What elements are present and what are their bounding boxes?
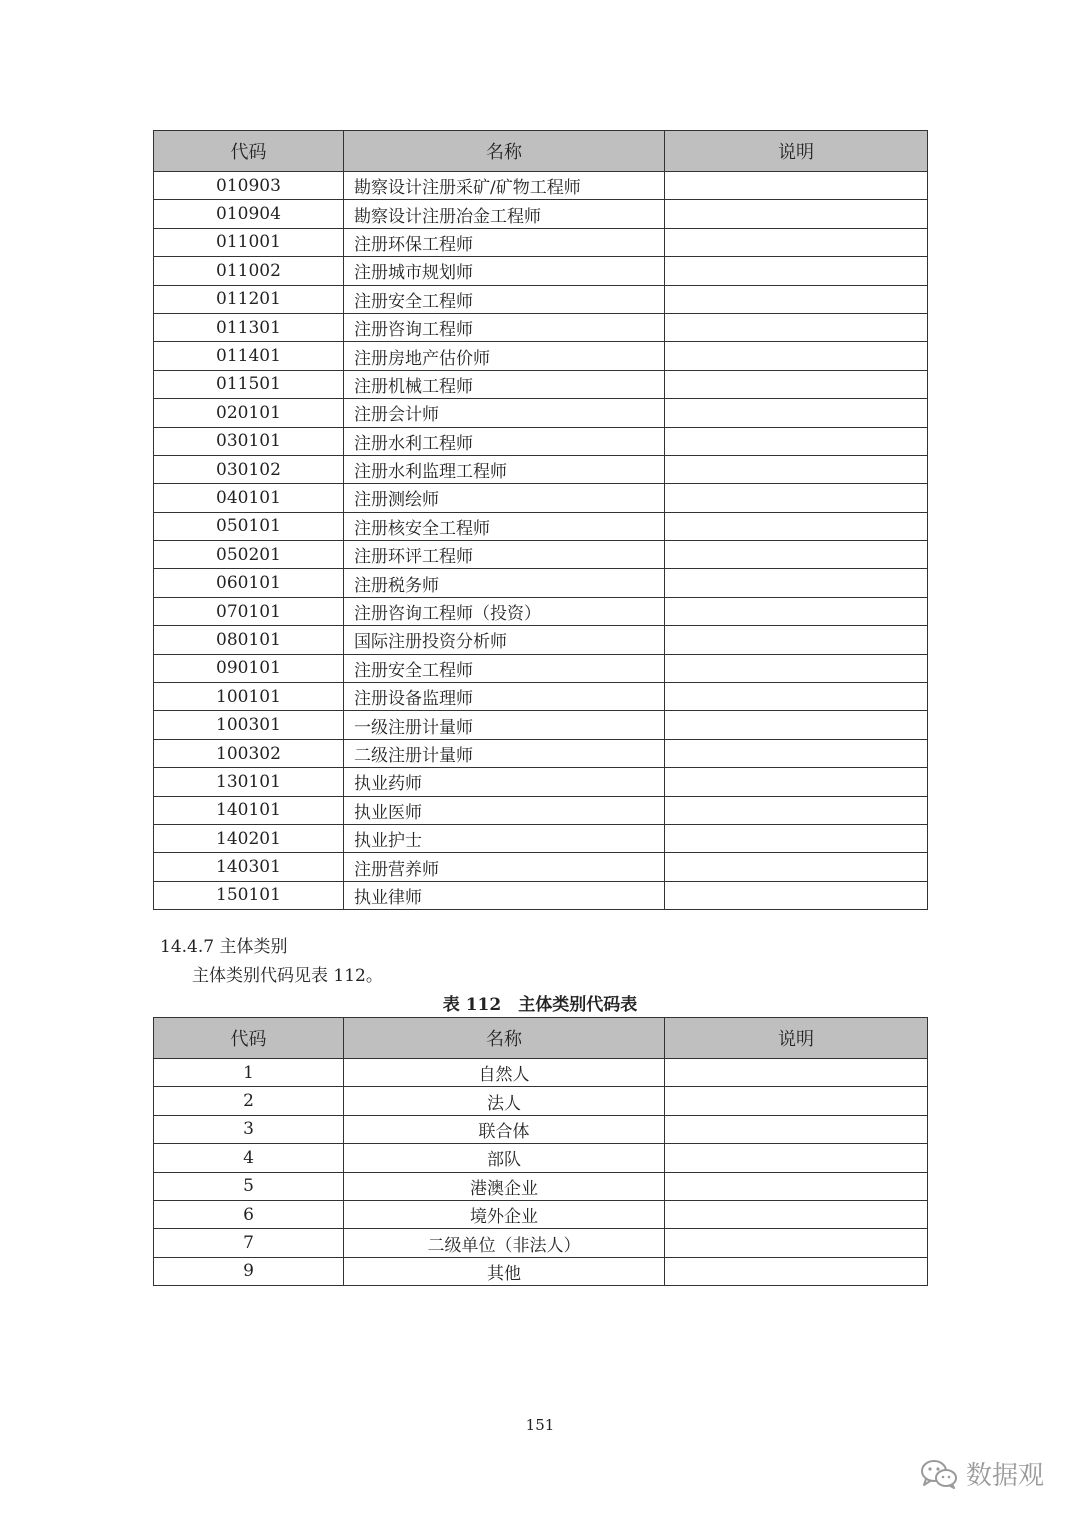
- code-cell: 040101: [154, 484, 344, 512]
- table-row: [154, 1229, 928, 1257]
- code-cell: 011401: [154, 342, 344, 370]
- note-cell: [665, 626, 928, 654]
- section-heading: 14.4.7 主体类别: [160, 937, 288, 957]
- table-row: [154, 654, 928, 682]
- note-cell: [665, 200, 928, 228]
- table-row: [154, 881, 928, 909]
- page-number: 151: [525, 1416, 555, 1434]
- note-cell: [665, 455, 928, 483]
- table-row: [154, 1059, 928, 1087]
- code-cell: 060101: [154, 569, 344, 597]
- name-cell: 注册环保工程师: [344, 228, 665, 256]
- table-row: [154, 853, 928, 881]
- code-cell: 6: [154, 1200, 344, 1228]
- section-paragraph: 主体类别代码见表 112。: [192, 966, 383, 986]
- table-row: [154, 626, 928, 654]
- name-cell: 二级单位（非法人）: [344, 1229, 665, 1257]
- code-cell: 070101: [154, 597, 344, 625]
- table-row: [154, 427, 928, 455]
- code-cell: 4: [154, 1144, 344, 1172]
- table-row: [154, 200, 928, 228]
- table-row: [154, 739, 928, 767]
- code-cell: 050101: [154, 512, 344, 540]
- code-cell: 010904: [154, 200, 344, 228]
- note-cell: [665, 1229, 928, 1257]
- note-cell: [665, 768, 928, 796]
- code-cell: 080101: [154, 626, 344, 654]
- name-cell: 港澳企业: [344, 1172, 665, 1200]
- name-cell: 注册测绘师: [344, 484, 665, 512]
- watermark-text: 数据观: [966, 1461, 1045, 1491]
- note-cell: [665, 172, 928, 200]
- table-body: [154, 1059, 928, 1286]
- table-row: [154, 399, 928, 427]
- wechat-icon: [920, 1459, 958, 1489]
- code-cell: 010903: [154, 172, 344, 200]
- name-cell: 注册房地产估价师: [344, 342, 665, 370]
- code-cell: 100101: [154, 683, 344, 711]
- name-cell: 注册城市规划师: [344, 257, 665, 285]
- note-cell: [665, 427, 928, 455]
- note-cell: [665, 512, 928, 540]
- name-cell: 执业律师: [344, 881, 665, 909]
- note-cell: [665, 1144, 928, 1172]
- note-cell: [665, 399, 928, 427]
- note-cell: [665, 654, 928, 682]
- name-cell: 注册安全工程师: [344, 654, 665, 682]
- note-cell: [665, 1200, 928, 1228]
- header-name: 名称: [344, 1018, 665, 1059]
- name-cell: 部队: [344, 1144, 665, 1172]
- header-code: 代码: [154, 131, 344, 172]
- note-cell: [665, 796, 928, 824]
- table-row: [154, 1144, 928, 1172]
- table-row: [154, 370, 928, 398]
- note-cell: [665, 1115, 928, 1143]
- name-cell: 注册税务师: [344, 569, 665, 597]
- table-row: [154, 597, 928, 625]
- name-cell: 注册设备监理师: [344, 683, 665, 711]
- entity-type-code-table: [153, 1017, 928, 1286]
- table-row: [154, 1087, 928, 1115]
- name-cell: 自然人: [344, 1059, 665, 1087]
- name-cell: 执业药师: [344, 768, 665, 796]
- note-cell: [665, 1087, 928, 1115]
- note-cell: [665, 597, 928, 625]
- note-cell: [665, 285, 928, 313]
- name-cell: 注册咨询工程师（投资）: [344, 597, 665, 625]
- table-header-row: [154, 1018, 928, 1059]
- code-cell: 011501: [154, 370, 344, 398]
- code-cell: 030101: [154, 427, 344, 455]
- watermark: [920, 1455, 1044, 1492]
- name-cell: 注册环评工程师: [344, 541, 665, 569]
- note-cell: [665, 228, 928, 256]
- name-cell: 其他: [344, 1257, 665, 1285]
- name-cell: 勘察设计注册采矿/矿物工程师: [344, 172, 665, 200]
- note-cell: [665, 711, 928, 739]
- registration-code-table: [153, 130, 928, 910]
- name-cell: 注册机械工程师: [344, 370, 665, 398]
- name-cell: 境外企业: [344, 1200, 665, 1228]
- note-cell: [665, 853, 928, 881]
- code-cell: 140201: [154, 824, 344, 852]
- name-cell: 执业护士: [344, 824, 665, 852]
- name-cell: 注册核安全工程师: [344, 512, 665, 540]
- table-row: [154, 484, 928, 512]
- table-row: [154, 683, 928, 711]
- code-cell: 090101: [154, 654, 344, 682]
- note-cell: [665, 824, 928, 852]
- table-row: [154, 342, 928, 370]
- code-cell: 9: [154, 1257, 344, 1285]
- code-cell: 011002: [154, 257, 344, 285]
- table-row: [154, 228, 928, 256]
- table-row: [154, 1200, 928, 1228]
- name-cell: 注册安全工程师: [344, 285, 665, 313]
- code-cell: 1: [154, 1059, 344, 1087]
- code-cell: 011301: [154, 313, 344, 341]
- code-cell: 011001: [154, 228, 344, 256]
- note-cell: [665, 1059, 928, 1087]
- table-row: [154, 512, 928, 540]
- note-cell: [665, 1172, 928, 1200]
- name-cell: 国际注册投资分析师: [344, 626, 665, 654]
- table-row: [154, 541, 928, 569]
- note-cell: [665, 342, 928, 370]
- header-code: 代码: [154, 1018, 344, 1059]
- note-cell: [665, 541, 928, 569]
- name-cell: 执业医师: [344, 796, 665, 824]
- note-cell: [665, 683, 928, 711]
- code-cell: 020101: [154, 399, 344, 427]
- table-row: [154, 313, 928, 341]
- note-cell: [665, 370, 928, 398]
- name-cell: 联合体: [344, 1115, 665, 1143]
- name-cell: 一级注册计量师: [344, 711, 665, 739]
- table-row: [154, 796, 928, 824]
- name-cell: 二级注册计量师: [344, 739, 665, 767]
- note-cell: [665, 569, 928, 597]
- table-row: [154, 285, 928, 313]
- code-cell: 011201: [154, 285, 344, 313]
- code-cell: 050201: [154, 541, 344, 569]
- name-cell: 法人: [344, 1087, 665, 1115]
- table-row: [154, 569, 928, 597]
- name-cell: 勘察设计注册冶金工程师: [344, 200, 665, 228]
- code-cell: 7: [154, 1229, 344, 1257]
- code-cell: 150101: [154, 881, 344, 909]
- code-cell: 100301: [154, 711, 344, 739]
- header-note: 说明: [665, 131, 928, 172]
- name-cell: 注册水利工程师: [344, 427, 665, 455]
- table-row: [154, 1257, 928, 1285]
- note-cell: [665, 484, 928, 512]
- note-cell: [665, 1257, 928, 1285]
- code-cell: 2: [154, 1087, 344, 1115]
- header-note: 说明: [665, 1018, 928, 1059]
- note-cell: [665, 313, 928, 341]
- name-cell: 注册营养师: [344, 853, 665, 881]
- name-cell: 注册会计师: [344, 399, 665, 427]
- table-row: [154, 711, 928, 739]
- name-cell: 注册咨询工程师: [344, 313, 665, 341]
- table-row: [154, 257, 928, 285]
- table-body: [154, 172, 928, 910]
- note-cell: [665, 739, 928, 767]
- table-row: [154, 1115, 928, 1143]
- code-cell: 100302: [154, 739, 344, 767]
- code-cell: 140301: [154, 853, 344, 881]
- name-cell: 注册水利监理工程师: [344, 455, 665, 483]
- note-cell: [665, 881, 928, 909]
- table-row: [154, 824, 928, 852]
- code-cell: 130101: [154, 768, 344, 796]
- code-cell: 5: [154, 1172, 344, 1200]
- code-cell: 140101: [154, 796, 344, 824]
- header-name: 名称: [344, 131, 665, 172]
- table-caption: 表 112 主体类别代码表: [442, 995, 638, 1015]
- table-row: [154, 1172, 928, 1200]
- table-row: [154, 768, 928, 796]
- code-cell: 3: [154, 1115, 344, 1143]
- table-row: [154, 172, 928, 200]
- table-header-row: [154, 131, 928, 172]
- table-row: [154, 455, 928, 483]
- note-cell: [665, 257, 928, 285]
- code-cell: 030102: [154, 455, 344, 483]
